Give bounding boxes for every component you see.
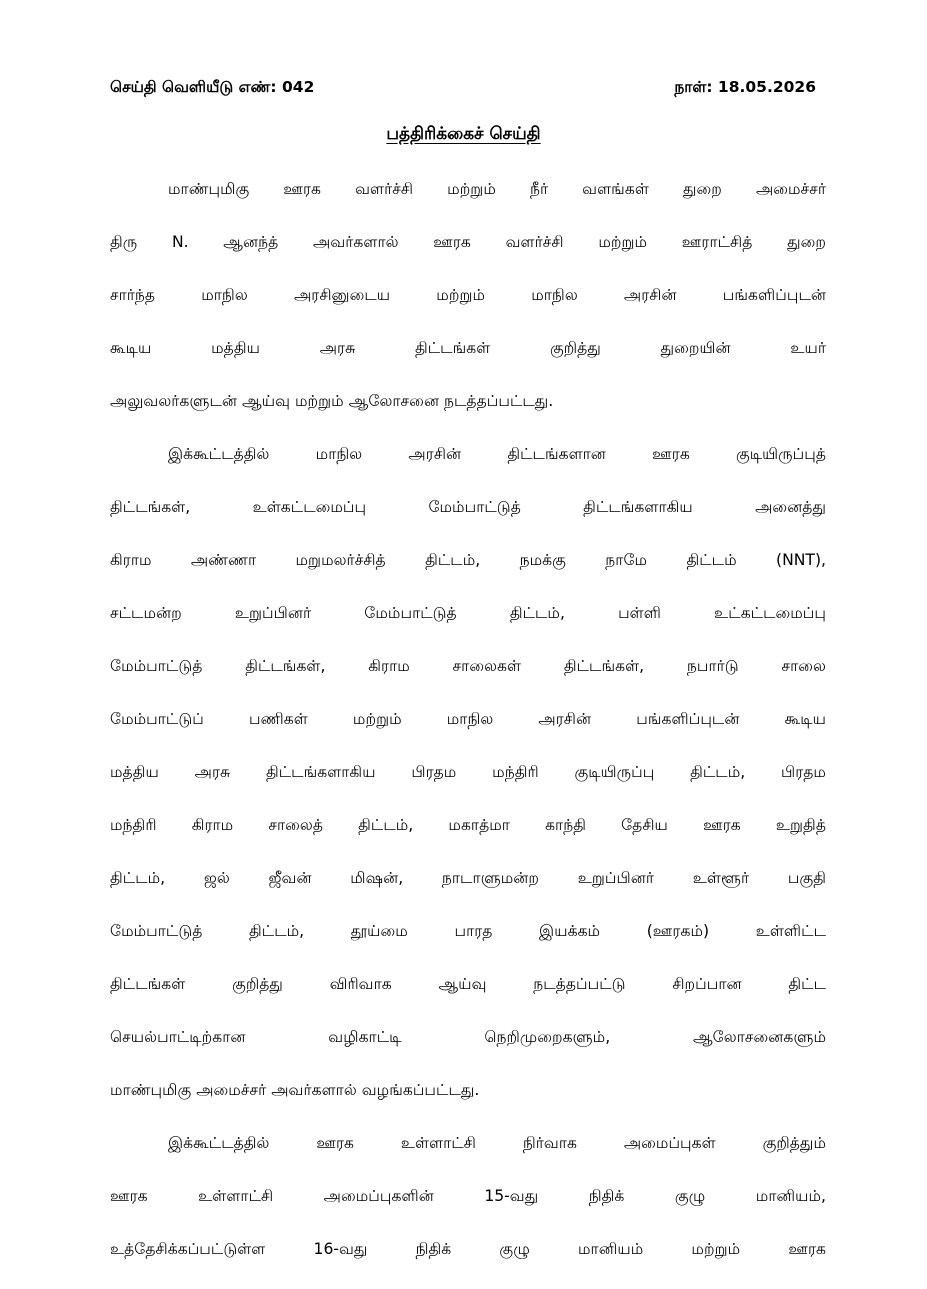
text-line: சார்ந்த மாநில அரசினுடைய மற்றும் மாநில அரசின் பங்களிப்புடன் bbox=[110, 286, 826, 304]
body-text bbox=[110, 176, 826, 1289]
text-line: இக்கூட்டத்தில் மாநில அரசின் திட்டங்களான ஊரக குடியிருப்புத் bbox=[168, 445, 826, 463]
text-line: செயல்பாட்டிற்கான வழிகாட்டி நெறிமுறைகளும், ஆலோசனைகளும் bbox=[110, 1028, 826, 1046]
text-line: உத்தேசிக்கப்பட்டுள்ள 16-வது நிதிக் குழு மானியம் மற்றும் ஊரக bbox=[110, 1240, 826, 1258]
page-title: பத்திரிக்கைச் செய்தி bbox=[386, 124, 541, 144]
release-date: நாள்: 18.05.2026 bbox=[674, 78, 816, 96]
text-line: திட்டங்கள், உள்கட்டமைப்பு மேம்பாட்டுத் திட்டங்களாகிய அனைத்து bbox=[110, 498, 826, 516]
text-line: மத்திய அரசு திட்டங்களாகிய பிரதம மந்திரி குடியிருப்பு திட்டம், பிரதம bbox=[110, 763, 826, 781]
text-line: மேம்பாட்டுத் திட்டம், தூய்மை பாரத இயக்கம் (ஊரகம்) உள்ளிட்ட bbox=[110, 922, 826, 940]
text-line: இக்கூட்டத்தில் ஊரக உள்ளாட்சி நிர்வாக அமைப்புகள் குறித்தும் bbox=[168, 1134, 826, 1152]
text-line: மந்திரி கிராம சாலைத் திட்டம், மகாத்மா காந்தி தேசிய ஊரக உறுதித் bbox=[110, 816, 826, 834]
text-line: சட்டமன்ற உறுப்பினர் மேம்பாட்டுத் திட்டம், பள்ளி உட்கட்டமைப்பு bbox=[110, 604, 826, 622]
text-line: கிராம அண்ணா மறுமலர்ச்சித் திட்டம், நமக்கு நாமே திட்டம் (NNT), bbox=[110, 551, 826, 569]
text-line: திரு N. ஆனந்த் அவர்களால் ஊரக வளர்ச்சி மற்றும் ஊராட்சித் துறை bbox=[110, 233, 826, 251]
text-line: மேம்பாட்டுத் திட்டங்கள், கிராம சாலைகள் திட்டங்கள், நபார்டு சாலை bbox=[110, 657, 826, 675]
header-row bbox=[110, 78, 816, 102]
text-line: திட்டம், ஜல் ஜீவன் மிஷன், நாடாளுமன்ற உறுப்பினர் உள்ளூர் பகுதி bbox=[110, 869, 826, 887]
paragraph-1 bbox=[110, 176, 826, 441]
text-line: ஊரக உள்ளாட்சி அமைப்புகளின் 15-வது நிதிக் குழு மானியம், bbox=[110, 1187, 826, 1205]
release-number: செய்தி வெளியீடு எண்: 042 bbox=[110, 78, 315, 96]
paragraph-3 bbox=[110, 1130, 826, 1289]
text-line: மேம்பாட்டுப் பணிகள் மற்றும் மாநில அரசின் பங்களிப்புடன் கூடிய bbox=[110, 710, 826, 728]
text-line: திட்டங்கள் குறித்து விரிவாக ஆய்வு நடத்தப்பட்டு சிறப்பான திட்ட bbox=[110, 975, 826, 993]
text-line: மாண்புமிகு அமைச்சர் அவர்களால் வழங்கப்பட்டது. bbox=[110, 1081, 480, 1099]
text-line: மாண்புமிகு ஊரக வளர்ச்சி மற்றும் நீர் வளங்கள் துறை அமைச்சர் bbox=[168, 180, 826, 198]
paragraph-2 bbox=[110, 441, 826, 1130]
text-line: அலுவலர்களுடன் ஆய்வு மற்றும் ஆலோசனை நடத்தப்பட்டது. bbox=[110, 392, 554, 410]
text-line: கூடிய மத்திய அரசு திட்டங்கள் குறித்து துறையின் உயர் bbox=[110, 339, 826, 357]
